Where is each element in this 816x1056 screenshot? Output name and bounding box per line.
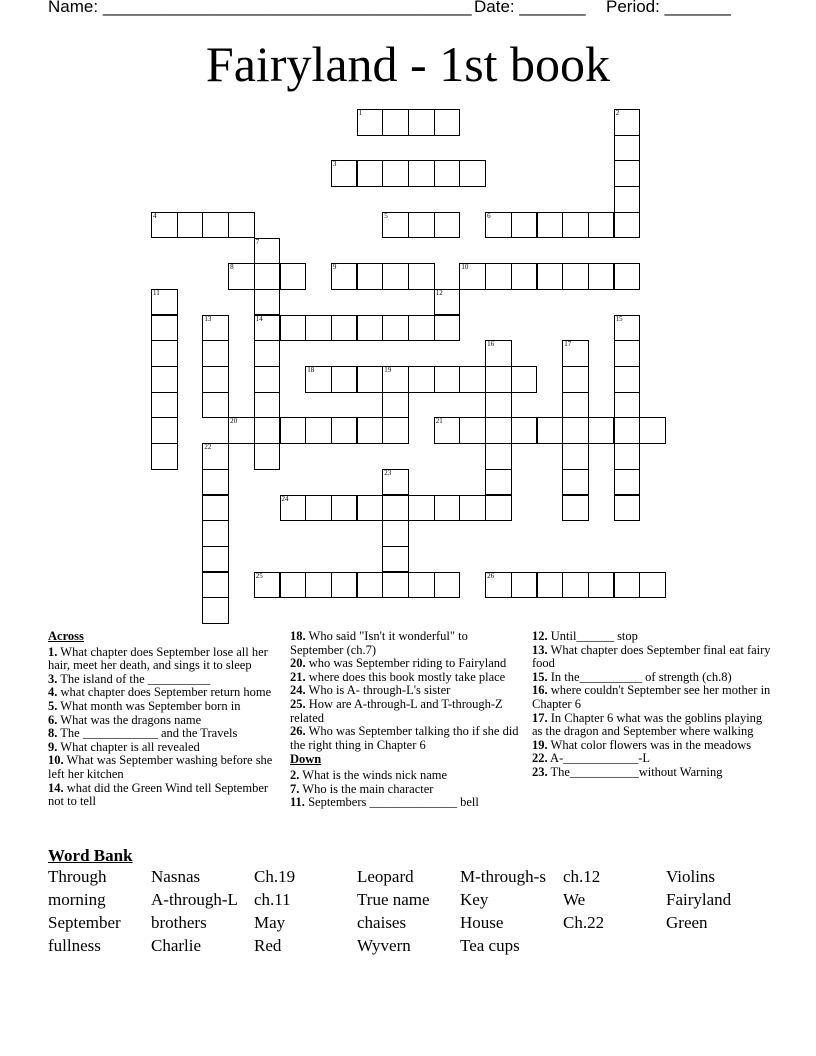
grid-cell[interactable]	[614, 572, 641, 599]
grid-cell[interactable]	[511, 263, 538, 290]
clue	[290, 725, 522, 752]
grid-cell[interactable]	[254, 366, 281, 393]
clue-text: What is the winds nick name	[299, 767, 448, 782]
clue-text: What month was September born in	[57, 698, 241, 713]
grid-cell[interactable]	[459, 263, 486, 290]
down-clue-list-cont	[532, 630, 772, 780]
clue-number: 6	[487, 211, 491, 220]
grid-cell[interactable]	[382, 469, 409, 496]
grid-cell[interactable]	[434, 160, 461, 187]
clue-number: 1	[358, 109, 363, 117]
clue-number: 7	[255, 237, 260, 246]
grid-cell[interactable]	[511, 212, 538, 239]
grid-cell[interactable]	[357, 315, 384, 342]
word-bank-word: Key	[460, 890, 489, 909]
clue-number: 18	[307, 366, 315, 374]
word-bank-word: Wyvern	[357, 936, 411, 955]
word-bank-word: A-through-L	[151, 890, 238, 909]
grid-cell[interactable]	[254, 340, 281, 367]
grid-cell[interactable]	[459, 160, 486, 187]
clue-number: 8	[230, 263, 234, 272]
grid-cell[interactable]	[357, 109, 384, 136]
grid-cell[interactable]	[382, 160, 409, 187]
grid-cell[interactable]	[614, 417, 641, 444]
grid-cell[interactable]	[151, 417, 178, 444]
clue-num: 10.	[48, 753, 64, 768]
grid-cell[interactable]	[459, 366, 486, 393]
grid-cell[interactable]	[537, 572, 564, 599]
clue-number: 17	[564, 340, 572, 349]
clue-num: 6.	[48, 712, 58, 727]
grid-cell[interactable]	[305, 495, 332, 522]
grid-cell[interactable]	[382, 109, 409, 136]
word-bank-word: Fairyland	[666, 890, 732, 909]
clue	[290, 684, 522, 698]
grid-cell[interactable]	[511, 366, 538, 393]
grid-cell[interactable]	[614, 392, 641, 419]
grid-cell[interactable]	[537, 263, 564, 290]
grid-cell[interactable]	[382, 495, 409, 522]
clue-text: What chapter does September lose all her hair, meet her death, and sings it to sleep	[48, 644, 268, 673]
grid-cell[interactable]	[280, 417, 307, 444]
grid-cell[interactable]	[614, 443, 641, 470]
clue	[290, 769, 522, 783]
clue	[532, 712, 772, 739]
clue-num: 18.	[290, 629, 306, 643]
grid-cell[interactable]	[280, 263, 307, 290]
clues-column-2	[290, 630, 522, 810]
clue-text: where couldn't September see her mother in Chapter 6	[532, 683, 771, 711]
grid-cell[interactable]	[305, 417, 332, 444]
grid-cell[interactable]	[202, 546, 229, 573]
grid-cell[interactable]	[485, 392, 512, 419]
grid-cell[interactable]	[537, 417, 564, 444]
grid-cell[interactable]	[254, 417, 281, 444]
grid-cell[interactable]	[485, 572, 512, 599]
grid-cell[interactable]	[254, 289, 281, 316]
clue-text: In the__________ of strength (ch.8)	[547, 669, 732, 684]
grid-cell[interactable]	[614, 469, 641, 496]
grid-cell[interactable]	[254, 315, 281, 342]
grid-cell[interactable]	[614, 340, 641, 367]
grid-cell[interactable]	[459, 417, 486, 444]
grid-cell[interactable]	[562, 572, 589, 599]
clue-number: 15	[615, 314, 623, 323]
grid-cell[interactable]	[357, 263, 384, 290]
grid-cell[interactable]	[562, 340, 589, 367]
across-heading: Across	[48, 629, 84, 643]
grid-cell[interactable]	[331, 572, 358, 599]
grid-cell[interactable]	[485, 443, 512, 470]
clue-text: The___________without Warning	[547, 764, 723, 779]
grid-cell[interactable]	[434, 212, 461, 239]
grid-cell[interactable]	[511, 417, 538, 444]
word-bank-word: Leopard	[357, 867, 414, 886]
clue-number: 24	[281, 494, 289, 503]
grid-cell[interactable]	[485, 469, 512, 496]
down-heading: Down	[290, 752, 322, 767]
grid-cell[interactable]	[614, 263, 641, 290]
grid-cell[interactable]	[382, 366, 409, 393]
grid-cell[interactable]	[408, 572, 435, 599]
grid-cell[interactable]	[331, 495, 358, 522]
grid-cell[interactable]	[151, 366, 178, 393]
word-bank-word: We	[563, 890, 586, 909]
clue	[290, 630, 522, 657]
clue-num: 25.	[290, 696, 306, 711]
clue-num: 24.	[290, 683, 306, 698]
clue	[290, 671, 522, 685]
grid-cell[interactable]	[408, 160, 435, 187]
clue-number: 4	[153, 211, 157, 220]
grid-cell[interactable]	[202, 572, 229, 599]
date-line: _______	[519, 0, 586, 16]
grid-cell[interactable]	[357, 160, 384, 187]
clue-text: Who is the main character	[299, 781, 434, 796]
grid-cell[interactable]	[562, 495, 589, 522]
word-bank-word: September	[48, 913, 121, 932]
clue	[290, 698, 522, 725]
clue-num: 1.	[48, 644, 58, 659]
clue-num: 8.	[48, 726, 58, 741]
clue-num: 13.	[532, 642, 548, 657]
clue	[48, 754, 276, 781]
clue-text: What chapter is all revealed	[57, 739, 200, 754]
grid-cell[interactable]	[588, 212, 615, 239]
clue-num: 9.	[48, 739, 58, 754]
grid-cell[interactable]	[408, 212, 435, 239]
grid-cell[interactable]	[408, 109, 435, 136]
clue-text: What chapter does September final eat fairy food	[532, 642, 771, 671]
clue	[290, 783, 522, 797]
clue-num: 3.	[48, 671, 58, 686]
clues-column-3	[532, 630, 772, 780]
grid-cell[interactable]	[151, 212, 178, 239]
clue-num: 26.	[290, 724, 306, 739]
grid-cell[interactable]	[202, 340, 229, 367]
word-bank-word: House	[460, 913, 504, 932]
clue-text: Septembers ______________ bell	[304, 795, 479, 810]
grid-cell[interactable]	[562, 392, 589, 419]
clue-text: What was the dragons name	[57, 712, 202, 727]
grid-cell[interactable]	[562, 443, 589, 470]
clue	[532, 644, 772, 671]
grid-cell[interactable]	[614, 315, 641, 342]
clue-number: 25	[255, 571, 263, 580]
clue-text: The island of the __________	[57, 671, 211, 686]
word-bank-word: Charlie	[151, 936, 202, 955]
grid-cell[interactable]	[280, 495, 307, 522]
word-bank-word: chaises	[357, 913, 407, 932]
grid-cell[interactable]	[434, 572, 461, 599]
word-bank-word: Green	[666, 913, 708, 932]
grid-cell[interactable]	[280, 315, 307, 342]
word-bank-word: morning	[48, 890, 106, 909]
grid-cell[interactable]	[614, 160, 641, 187]
clue-number: 16	[487, 340, 495, 349]
clue	[48, 714, 276, 728]
grid-cell[interactable]	[485, 263, 512, 290]
clue	[532, 671, 772, 685]
period-line: _______	[664, 0, 731, 16]
grid-cell[interactable]	[639, 417, 666, 444]
grid-cell[interactable]	[485, 212, 512, 239]
grid-cell[interactable]	[614, 212, 641, 239]
clue	[532, 739, 772, 753]
clue-num: 21.	[290, 669, 306, 684]
grid-cell[interactable]	[202, 520, 229, 547]
grid-cell[interactable]	[639, 572, 666, 599]
word-bank-word: ch.12	[563, 867, 601, 886]
clue-number: 9	[332, 263, 337, 272]
grid-cell[interactable]	[408, 315, 435, 342]
clue-num: 7.	[290, 781, 300, 796]
clue	[48, 673, 276, 687]
grid-cell[interactable]	[331, 263, 358, 290]
grid-cell[interactable]	[485, 340, 512, 367]
clue-num: 15.	[532, 669, 548, 684]
grid-cell[interactable]	[202, 392, 229, 419]
grid-cell[interactable]	[382, 392, 409, 419]
word-bank-word: Tea cups	[460, 936, 520, 955]
clue-number: 22	[204, 443, 212, 452]
clue	[532, 766, 772, 780]
grid-cell[interactable]	[434, 495, 461, 522]
grid-cell[interactable]	[459, 495, 486, 522]
clue-number: 5	[384, 211, 388, 220]
clue	[48, 727, 276, 741]
name-line: _______________________________________	[102, 0, 472, 16]
grid-cell[interactable]	[408, 263, 435, 290]
clue-number: 12	[435, 288, 443, 297]
word-bank-word: Red	[254, 936, 282, 955]
grid-cell[interactable]	[408, 366, 435, 393]
date-label: Date:	[474, 0, 515, 16]
grid-cell[interactable]	[305, 572, 332, 599]
clue-num: 17.	[532, 710, 548, 725]
grid-cell[interactable]	[202, 597, 229, 624]
word-bank-word: fullness	[48, 936, 101, 955]
grid-cell[interactable]	[151, 443, 178, 470]
word-bank-word: Nasnas	[151, 867, 201, 886]
clue-text: In Chapter 6 what was the goblins playing as the dragon and September where walking	[532, 710, 763, 739]
grid-cell[interactable]	[382, 417, 409, 444]
grid-cell[interactable]	[331, 315, 358, 342]
clue-text: What color flowers was in the meadows	[547, 737, 752, 752]
grid-cell[interactable]	[357, 417, 384, 444]
grid-cell[interactable]	[614, 495, 641, 522]
grid-cell[interactable]	[434, 109, 461, 136]
down-clue-list	[290, 769, 522, 810]
grid-cell[interactable]	[485, 495, 512, 522]
grid-cell[interactable]	[588, 417, 615, 444]
grid-cell[interactable]	[254, 443, 281, 470]
clues-column-1	[48, 630, 276, 809]
grid-cell[interactable]	[357, 495, 384, 522]
grid-cell[interactable]	[151, 340, 178, 367]
word-bank-word: Through	[48, 867, 107, 886]
clue	[532, 684, 772, 711]
grid-cell[interactable]	[588, 263, 615, 290]
clue-number: 20	[230, 417, 238, 426]
grid-cell[interactable]	[382, 263, 409, 290]
clue-text: Who was September talking tho if she did the right thing in Chapter 6	[290, 724, 519, 752]
clue-text: How are A-through-L and T-through-Z related	[290, 696, 503, 725]
clue-number: 19	[384, 366, 392, 374]
clue-num: 2.	[290, 767, 300, 782]
grid-cell[interactable]	[485, 417, 512, 444]
period-label: Period:	[606, 0, 660, 16]
across-clue-list-cont	[290, 630, 522, 752]
grid-cell[interactable]	[357, 366, 384, 393]
word-bank-word: Violins	[666, 867, 716, 886]
grid-cell[interactable]	[382, 546, 409, 573]
grid-cell[interactable]	[562, 366, 589, 393]
word-bank-word: Ch.19	[254, 867, 296, 886]
grid-cell[interactable]	[177, 212, 204, 239]
clue	[290, 657, 522, 671]
clue-number: 10	[461, 263, 469, 272]
grid-cell[interactable]	[511, 572, 538, 599]
clue-number: 26	[487, 571, 495, 580]
clue-num: 23.	[532, 764, 548, 779]
grid-cell[interactable]	[202, 366, 229, 393]
word-bank-word: brothers	[151, 913, 207, 932]
grid-cell[interactable]	[562, 263, 589, 290]
clue-number: 14	[255, 314, 263, 323]
grid-cell[interactable]	[254, 572, 281, 599]
grid-cell[interactable]	[434, 366, 461, 393]
grid-cell[interactable]	[228, 417, 255, 444]
grid-cell[interactable]	[614, 366, 641, 393]
grid-cell[interactable]	[305, 366, 332, 393]
grid-cell[interactable]	[331, 366, 358, 393]
clue-number: 23	[384, 468, 392, 477]
grid-cell[interactable]	[434, 417, 461, 444]
clue-text: Until______ stop	[547, 629, 638, 643]
clue-text: where does this book mostly take place	[305, 669, 506, 684]
word-bank-word: ch.11	[254, 890, 291, 909]
word-bank-title: Word Bank	[48, 846, 133, 865]
clue-number: 2	[615, 109, 620, 117]
grid-cell[interactable]	[562, 469, 589, 496]
clue-num: 11.	[290, 795, 305, 810]
clue	[48, 782, 276, 809]
name-label: Name:	[48, 0, 99, 16]
clue-num: 19.	[532, 737, 548, 752]
grid-cell[interactable]	[614, 109, 641, 136]
clue-num: 4.	[48, 685, 58, 700]
clue-number: 3	[332, 160, 337, 169]
grid-cell[interactable]	[202, 495, 229, 522]
clue-text: what chapter does September return home	[57, 685, 272, 700]
grid-cell[interactable]	[254, 392, 281, 419]
grid-cell[interactable]	[382, 212, 409, 239]
word-bank-word: May	[254, 913, 286, 932]
clue	[48, 646, 276, 673]
grid-cell[interactable]	[614, 135, 641, 162]
clue-num: 16.	[532, 683, 548, 698]
grid-cell[interactable]	[588, 572, 615, 599]
grid-cell[interactable]	[562, 417, 589, 444]
word-bank-word: Ch.22	[563, 913, 605, 932]
clue-num: 22.	[532, 751, 548, 766]
grid-cell[interactable]	[434, 315, 461, 342]
grid-cell[interactable]	[202, 469, 229, 496]
grid-cell[interactable]	[382, 315, 409, 342]
clue	[48, 700, 276, 714]
page-title: Fairyland - 1st book	[205, 36, 611, 92]
clue-text: The ____________ and the Travels	[57, 726, 238, 741]
grid-cell[interactable]	[202, 212, 229, 239]
clue-text: what did the Green Wind tell September not to tell	[48, 780, 269, 809]
clue	[48, 686, 276, 700]
clue	[48, 741, 276, 755]
clue-number: 11	[153, 288, 160, 297]
grid-cell[interactable]	[280, 572, 307, 599]
grid-cell[interactable]	[254, 238, 281, 265]
clue-number: 21	[435, 417, 443, 426]
grid-cell[interactable]	[357, 572, 384, 599]
grid-cell[interactable]	[485, 366, 512, 393]
clue-number: 13	[204, 314, 212, 323]
clue	[532, 630, 772, 644]
word-bank-word: M-through-s	[460, 867, 546, 886]
grid-cell[interactable]	[331, 417, 358, 444]
clue-num: 12.	[532, 629, 548, 643]
clue-text: who was September riding to Fairyland	[305, 656, 507, 671]
clue-text: What was September washing before she left her kitchen	[48, 753, 273, 781]
grid-cell[interactable]	[562, 212, 589, 239]
grid-cell[interactable]	[408, 495, 435, 522]
across-clue-list	[48, 646, 276, 809]
grid-cell[interactable]	[434, 289, 461, 316]
grid-cell[interactable]	[228, 263, 255, 290]
clue-text: Who is A- through-L's sister	[305, 683, 451, 698]
grid-cell[interactable]	[382, 572, 409, 599]
grid-cell[interactable]	[202, 315, 229, 342]
clue	[532, 752, 772, 766]
grid-cell[interactable]	[331, 160, 358, 187]
clue-num: 5.	[48, 698, 58, 713]
grid-cell[interactable]	[202, 443, 229, 470]
grid-cell[interactable]	[228, 212, 255, 239]
grid-cell[interactable]	[537, 212, 564, 239]
clue-num: 14.	[48, 780, 64, 795]
clue-num: 20.	[290, 656, 306, 671]
grid-cell[interactable]	[614, 186, 641, 213]
grid-cell[interactable]	[305, 315, 332, 342]
grid-cell[interactable]	[254, 263, 281, 290]
grid-cell[interactable]	[151, 315, 178, 342]
clue-text: A-____________-L	[547, 751, 651, 766]
grid-cell[interactable]	[382, 520, 409, 547]
word-bank-word: True name	[357, 890, 430, 909]
clue-text: Who said "Isn't it wonderful" to September (ch.7)	[290, 629, 468, 657]
grid-cell[interactable]	[151, 289, 178, 316]
clue	[290, 796, 522, 810]
grid-cell[interactable]	[151, 392, 178, 419]
